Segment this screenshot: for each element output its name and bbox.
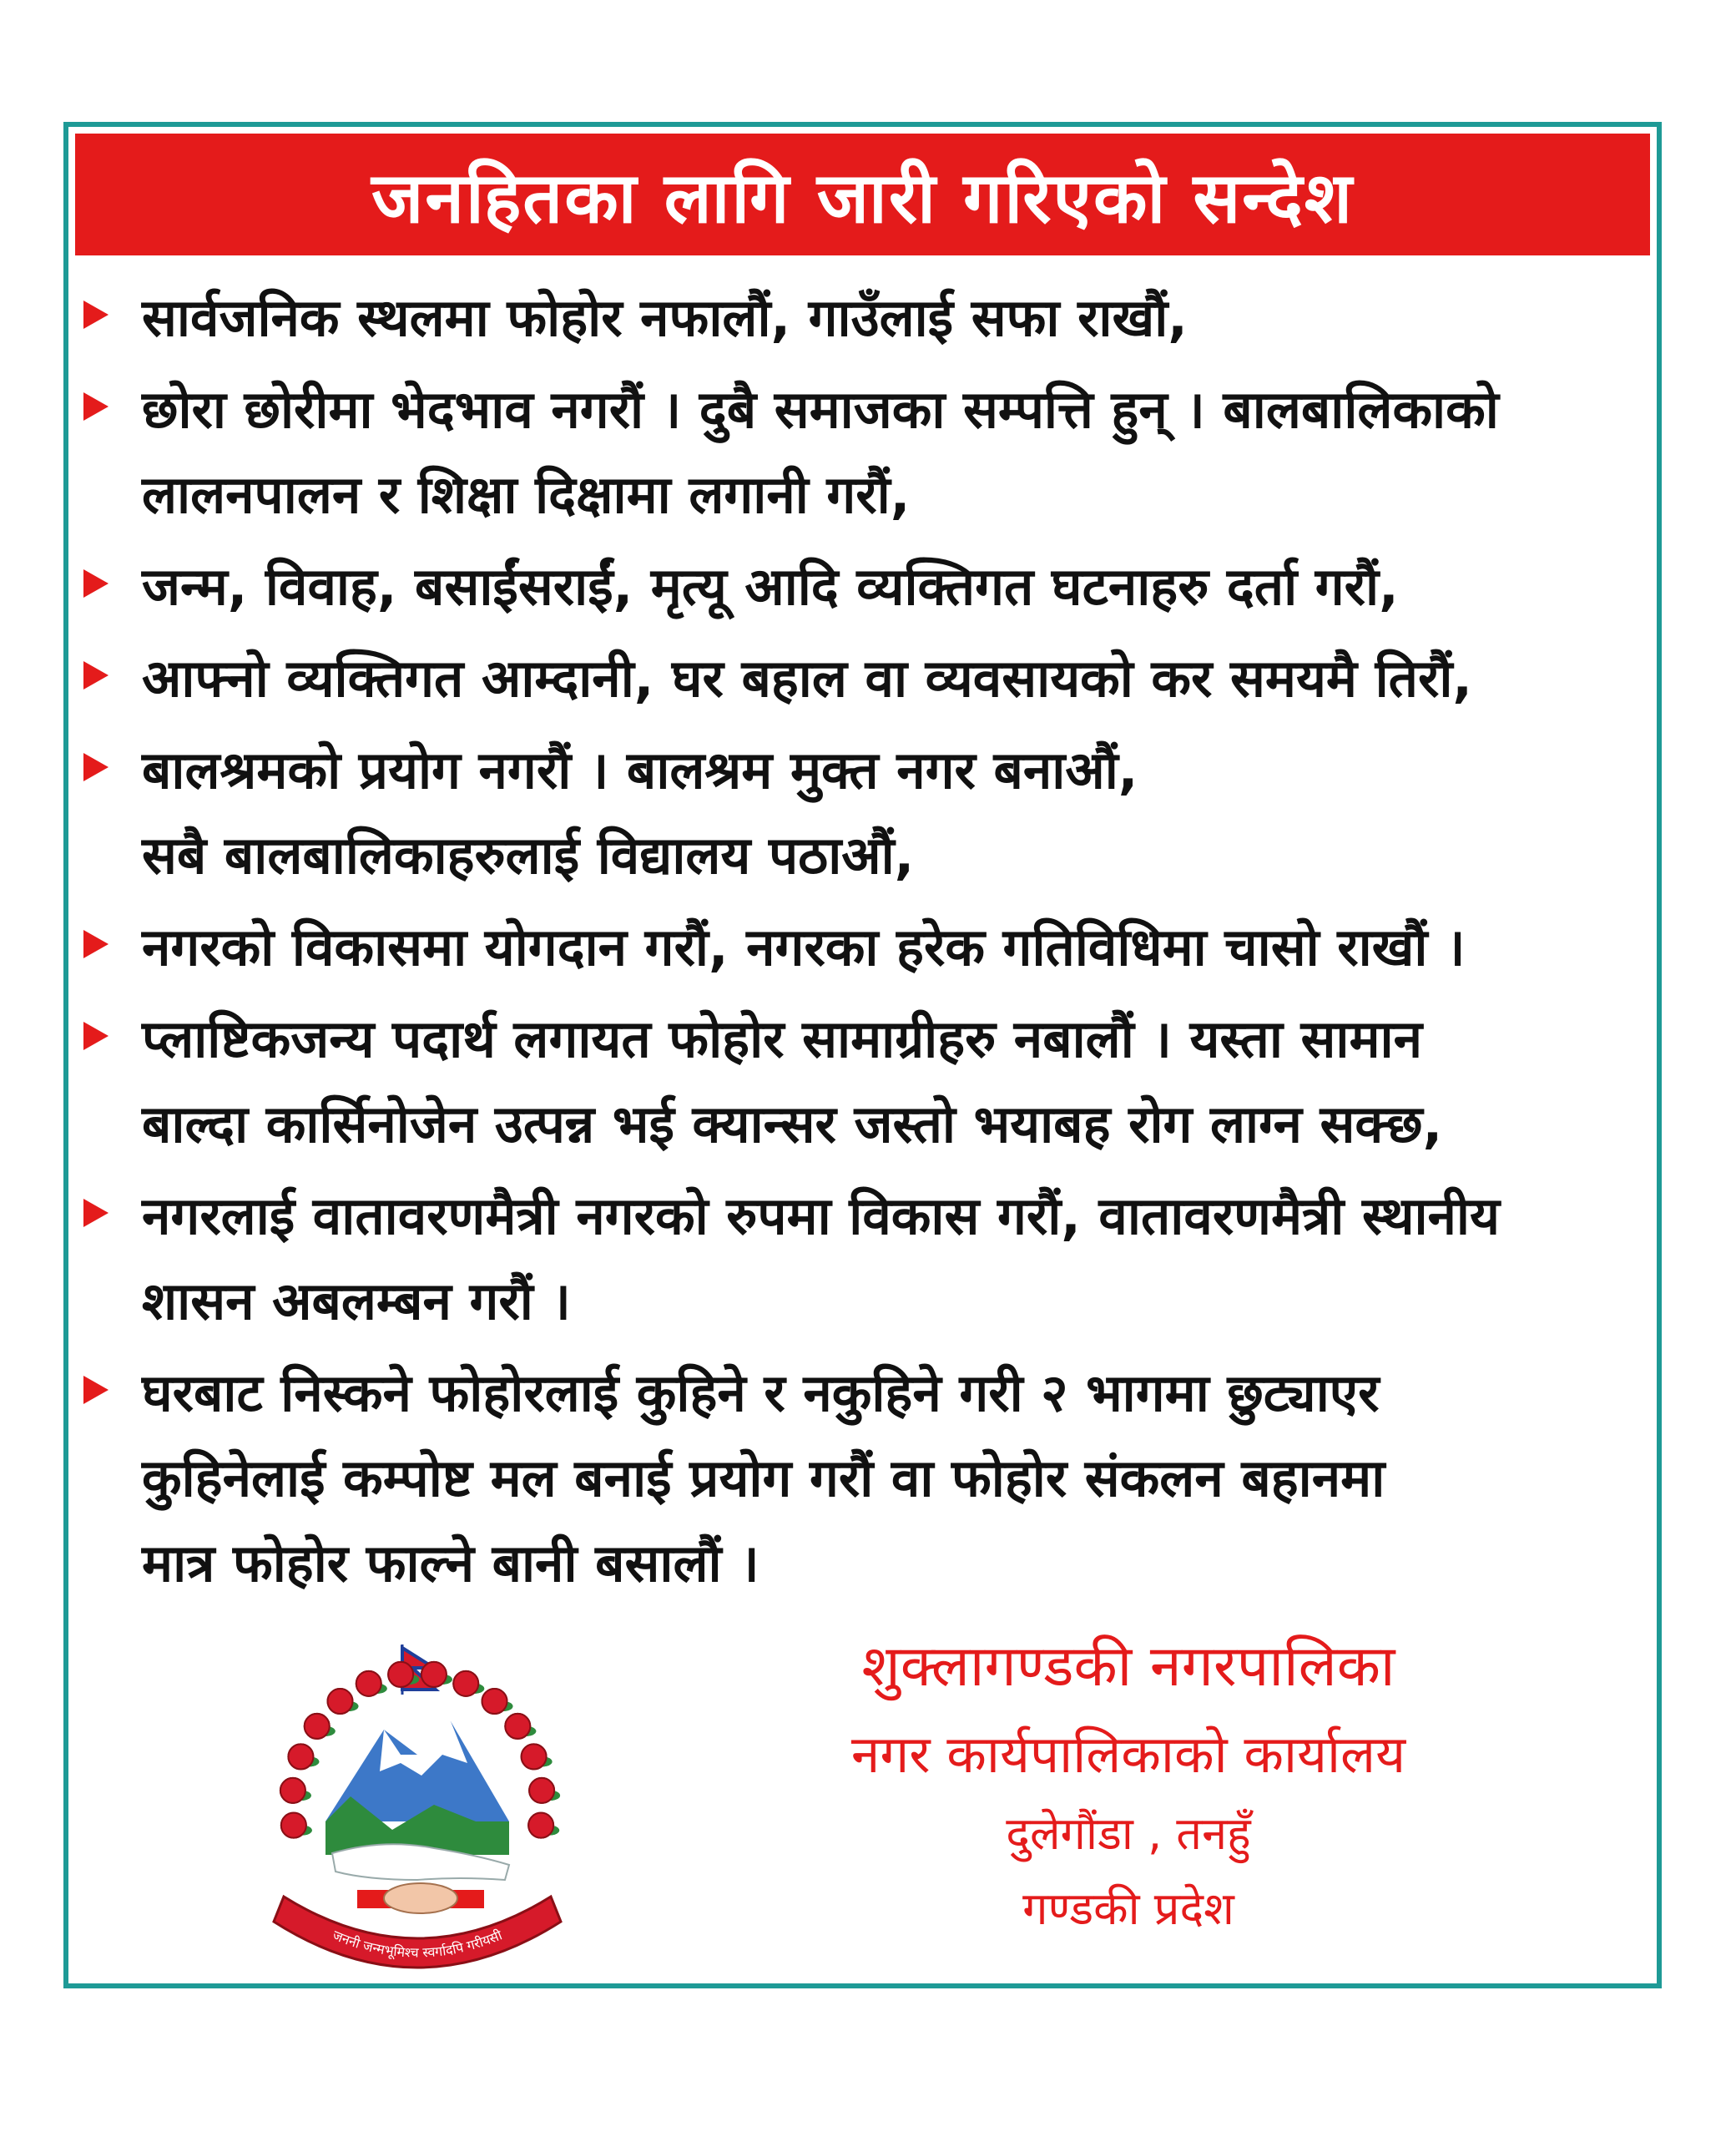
mountain-icon xyxy=(326,1721,509,1855)
list-item xyxy=(83,544,1653,629)
list-item xyxy=(83,1174,1653,1344)
rhododendron-flower-icon xyxy=(505,1714,530,1739)
rhododendron-flower-icon xyxy=(327,1689,352,1714)
list-item-text: बालश्रमको प्रयोग नगरौं । बालश्रम मुक्त नगर बनाऔं, xyxy=(142,740,1138,801)
list-item-text: मात्र फोहोर फाल्ने बानी बसालौं । xyxy=(142,1533,760,1594)
list-item xyxy=(83,728,1653,898)
list-item-text: नगरलाई वातावरणमैत्री नगरको रुपमा विकास गरौं, वातावरणमैत्री स्थानीय xyxy=(142,1185,1500,1246)
rhododendron-flower-icon xyxy=(280,1778,305,1803)
office-address: दुलेगौंडा , तनहुँ xyxy=(1006,1807,1251,1860)
office-name: नगर कार्यपालिकाको कार्यालय xyxy=(850,1724,1406,1785)
list-item-text: नगरको विकासमा योगदान गरौं, नगरका हरेक गतिविधिमा चासो राखौं । xyxy=(142,917,1466,978)
list-item xyxy=(83,997,1653,1167)
rhododendron-flower-icon xyxy=(356,1671,381,1696)
list-item-text: सार्वजनिक स्थलमा फोहोर नफालौं, गाउँलाई सफा राखौं, xyxy=(142,287,1188,348)
triangle-bullet-icon xyxy=(83,661,108,690)
rhododendron-flower-icon xyxy=(453,1671,478,1696)
rhododendron-flower-icon xyxy=(288,1744,313,1769)
notice-frame xyxy=(63,122,1662,1988)
list-item-text: बाल्दा कार्सिनोजेन उत्पन्न भई क्यान्सर जस्तो भयाबह रोग लाग्न सक्छ, xyxy=(142,1094,1443,1154)
rhododendron-flower-icon xyxy=(528,1813,553,1838)
list-item-text: शासन अबलम्बन गरौं । xyxy=(142,1271,571,1331)
list-item-text: प्लाष्टिकजन्य पदार्थ लगायत फोहोर सामाग्रीहरु नबालौं । यस्ता सामान xyxy=(142,1008,1423,1069)
list-item-text: लालनपालन र शिक्षा दिक्षामा लगानी गरौं, xyxy=(142,464,911,525)
rhododendron-flower-icon xyxy=(281,1813,306,1838)
list-item xyxy=(83,275,1653,361)
list-item-text: घरबाट निस्कने फोहोरलाई कुहिने र नकुहिने गरी २ भागमा छुट्याएर xyxy=(142,1362,1380,1423)
list-item-text: जन्म, विवाह, बसाईंसराईं, मृत्यू आदि व्यक्तिगत घटनाहरु दर्ता गरौं, xyxy=(142,556,1399,617)
notice-title: जनहितका लागि जारी गरिएको सन्देश xyxy=(75,134,1650,255)
rhododendron-flower-icon xyxy=(482,1689,507,1714)
list-item xyxy=(83,636,1653,721)
triangle-bullet-icon xyxy=(83,392,108,421)
rhododendron-flower-icon xyxy=(522,1744,547,1769)
list-item xyxy=(83,1351,1653,1606)
municipality-name: शुक्लागण्डकी नगरपालिका xyxy=(861,1634,1395,1700)
triangle-bullet-icon xyxy=(83,1022,108,1050)
rhododendron-flower-icon xyxy=(529,1778,554,1803)
handshake-icon xyxy=(357,1883,484,1913)
triangle-bullet-icon xyxy=(83,301,108,329)
svg-text:जननी जन्मभूमिश्च स्वर्गादपि गर: जननी जन्मभूमिश्च स्वर्गादपि गरीयसी xyxy=(330,1927,505,1961)
list-item xyxy=(83,367,1653,538)
triangle-bullet-icon xyxy=(83,753,108,781)
office-province: गण्डकी प्रदेश xyxy=(1022,1882,1234,1935)
rhododendron-flower-icon xyxy=(305,1714,330,1739)
list-item-text: आफ्नो व्यक्तिगत आम्दानी, घर बहाल वा व्यवसायको कर समयमै तिरौं, xyxy=(142,648,1472,709)
notice-list xyxy=(83,275,1653,1613)
list-item-text: छोरा छोरीमा भेदभाव नगरौं । दुबै समाजका सम्पत्ति हुन् । बालबालिकाको xyxy=(142,379,1499,440)
list-item xyxy=(83,905,1653,990)
list-item-text: सबै बालबालिकाहरुलाई विद्यालय पठाऔं, xyxy=(142,825,915,886)
triangle-bullet-icon xyxy=(83,1199,108,1227)
rhododendron-flower-icon xyxy=(421,1662,447,1687)
triangle-bullet-icon xyxy=(83,930,108,958)
rhododendron-flower-icon xyxy=(388,1662,413,1687)
government-emblem xyxy=(259,1629,576,2013)
office-block xyxy=(711,1621,1546,1947)
triangle-bullet-icon xyxy=(83,1376,108,1404)
triangle-bullet-icon xyxy=(83,569,108,598)
list-item-text: कुहिनेलाई कम्पोष्ट मल बनाई प्रयोग गरौं वा फोहोर संकलन बहानमा xyxy=(142,1447,1385,1508)
